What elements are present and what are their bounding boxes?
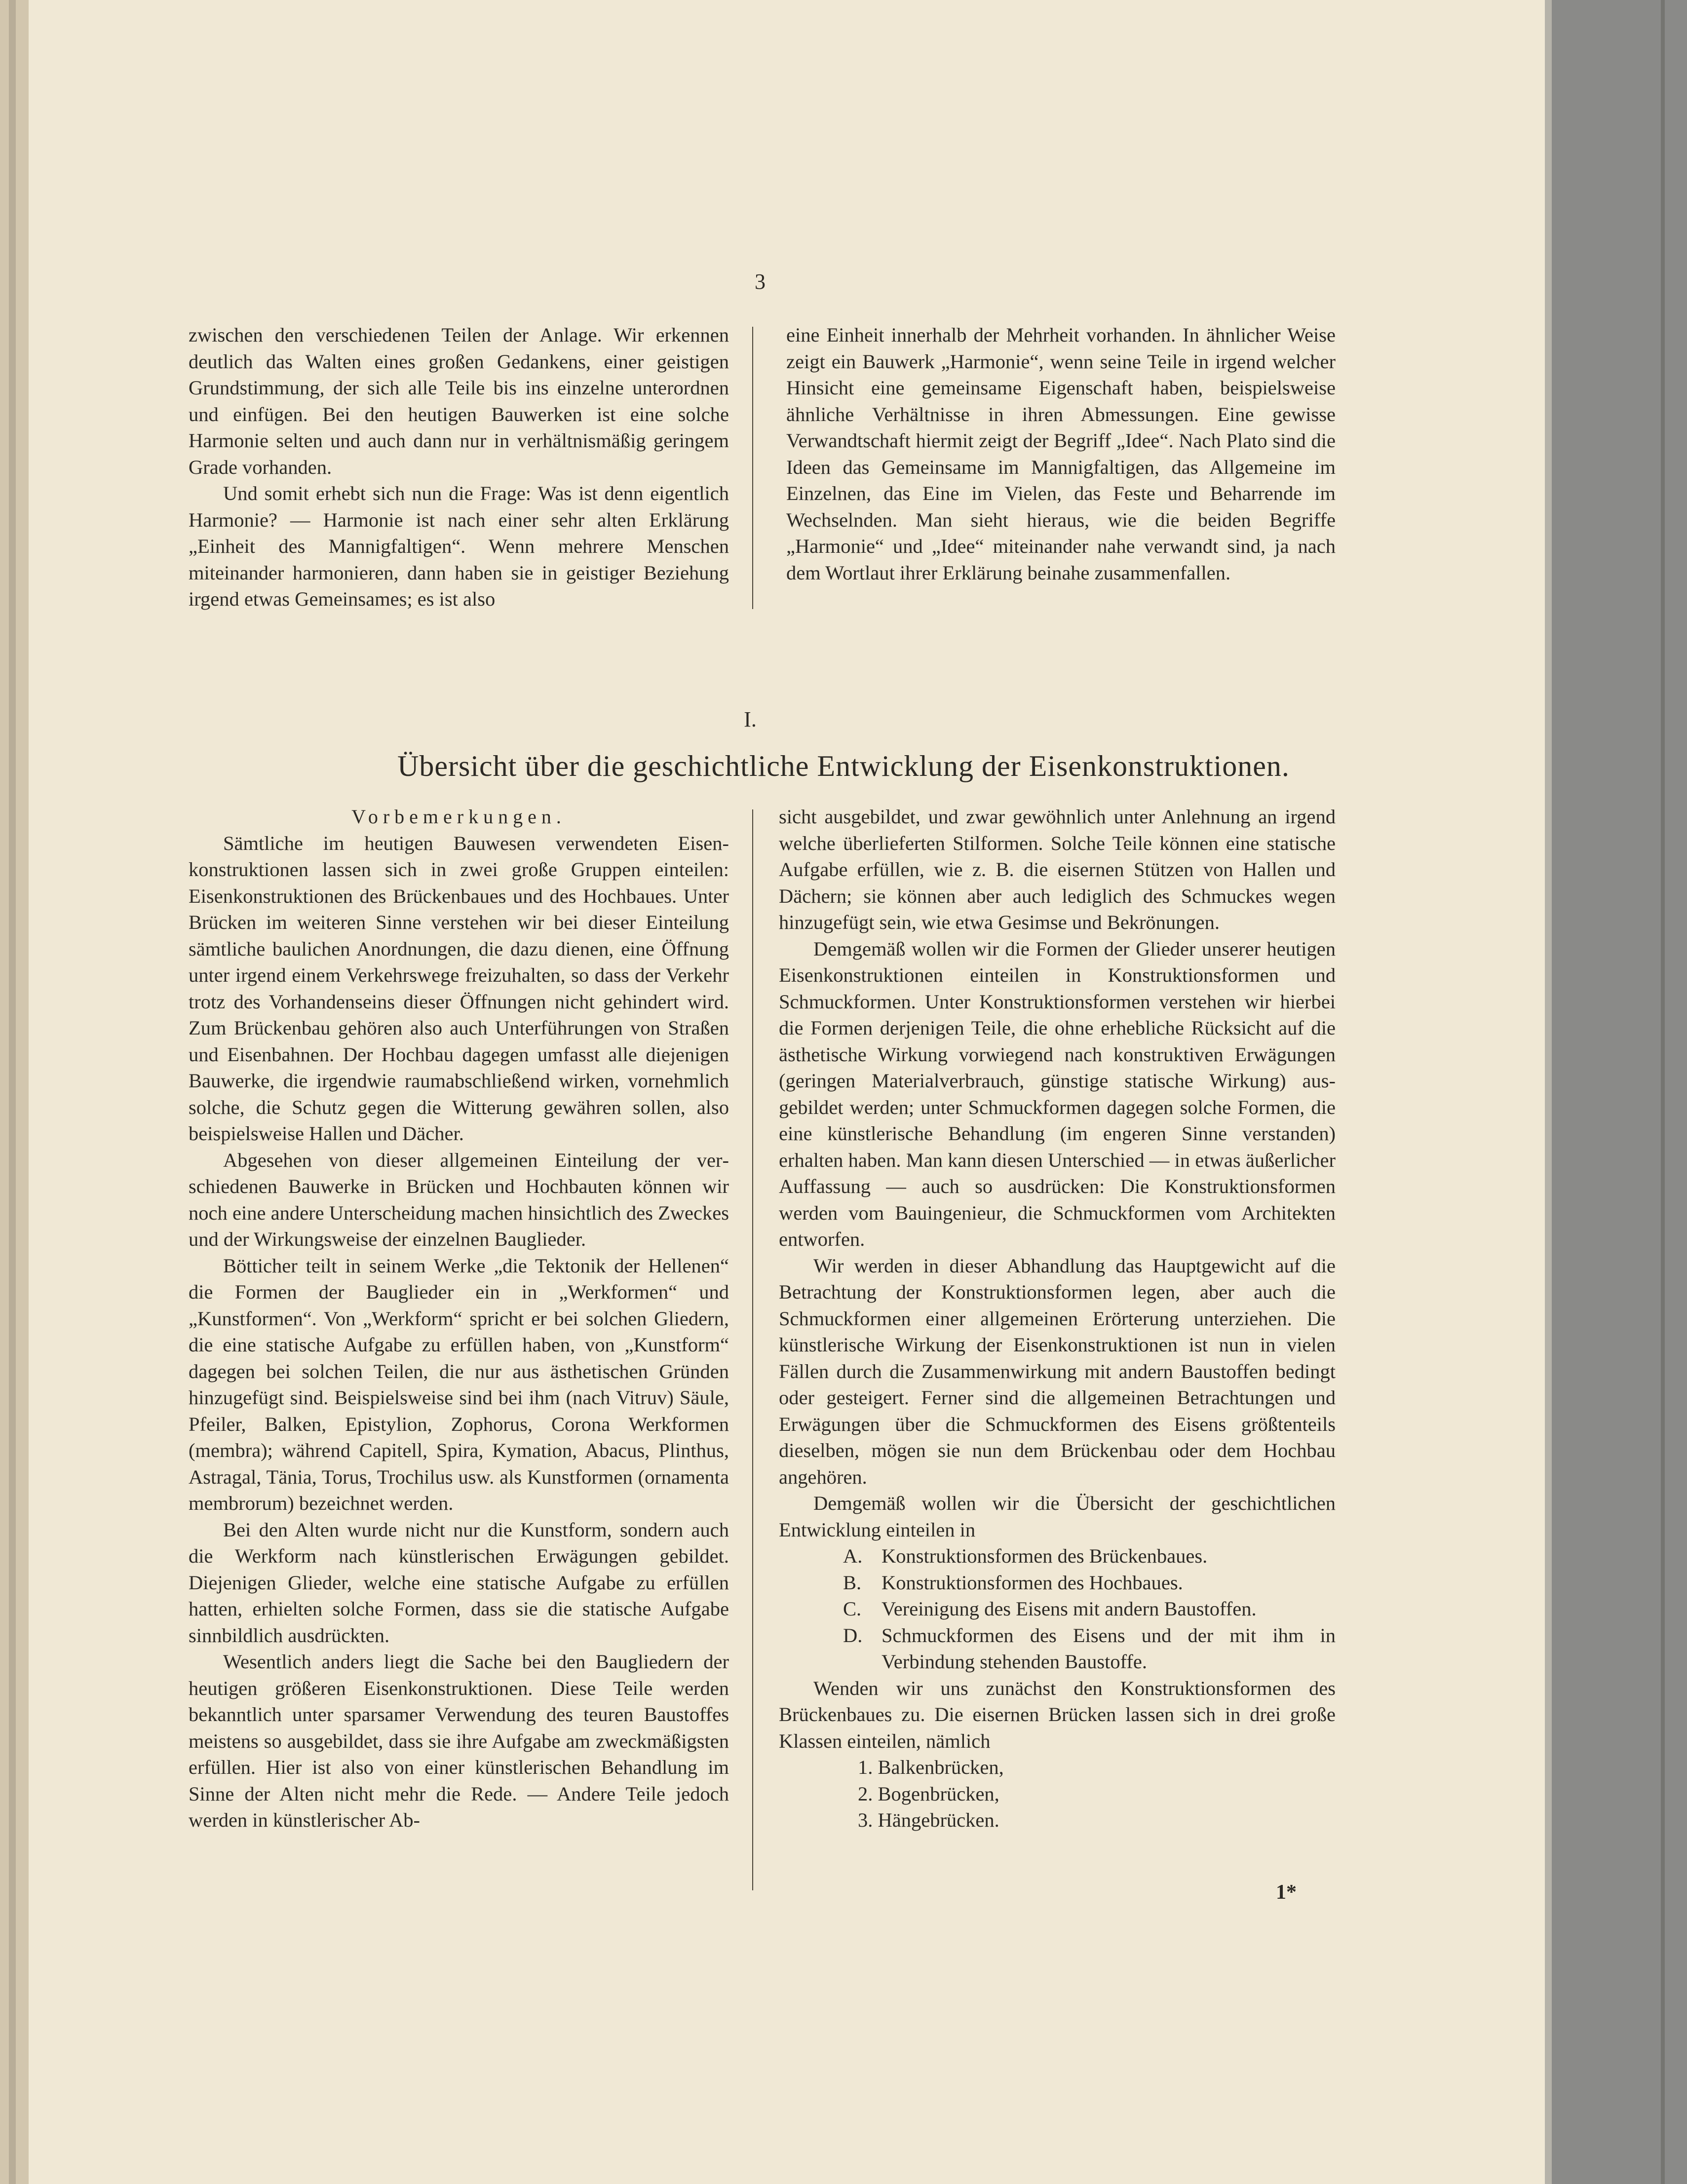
paragraph: sicht ausgebildet, und zwar gewöhnlich unter Anlehnung an irgend welche überlieferten Stilformen. Solche Teile können eine statische Aufgabe erfüllen, wie z. B. die eisernen Stützen von Hallen und Dächern; sie können aber auch lediglich des Schmuckes wegen hinzugefügt sein, wie etwa Gesimse und Bekrönungen. xyxy=(779,805,1336,933)
paragraph: eine Einheit innerhalb der Mehrheit vorhanden. In ähnlicher Weise zeigt ein Bauwerk „Harmonie“, wenn seine Teile in irgend welcher Hinsicht eine gemeinsame Eigenschaft haben, beispielsweise ähnliche Verhältnisse in ihren Abmessungen. Eine gewisse Verwandtschaft hiermit zeigt der Begriff „Idee“. Nach Plato sind die Ideen das Gemeinsame im Mannigfaltigen, das Allgemeine im Einzelnen, das Eine im Vielen, das Feste und Beharrende im Wechselnden. Man sieht hieraus, wie die beiden Begriffe „Harmonie“ und „Idee“ miteinander nahe verwandt sind, ja nach dem Wortlaut ihrer Erklärung beinahe zusammenfallen. xyxy=(786,324,1336,584)
section-title: Übersicht über die geschichtliche Entwicklung der Eisenkonstruktionen. xyxy=(397,750,1290,782)
paragraph: Wir werden in dieser Abhandlung das Hauptgewicht auf die Betrachtung der Konstruktionsformen legen, aber auch die Schmuckformen einer allgemeinen Erörterung unterziehen. Die künstlerische Wirkung der Eisenkonstruktionen ist nun in vielen Fällen durch die Zusammenwirkung mit andern Baustoffen bedingt oder gesteigert. Ferner sind die allgemeinen Betrachtungen und Erwägungen über die Schmuckformen des Eisens größtenteils dieselben, mögen sie nun dem Brückenbau oder dem Hochbau angehören. xyxy=(779,1254,1336,1488)
subheading: Vorbemerkungen. xyxy=(351,805,566,828)
paragraph: Sämtliche im heutigen Bauwesen verwendeten Eisenkonstruktionen lassen sich in zwei große Gruppen einteilen: Eisenkonstruktionen des Brückenbaues und des Hochbaues. Unter Brücken im weiteren Sinne verstehen wir bei dieser Einteilung sämtliche baulichen Anordnungen, die dazu dienen, eine Öffnung unter irgend einem Verkehrswege freizuhalten, so dass der Verkehr trotz des Vorhandenseins dieser Öffnungen nicht gehindert wird. Zum Brückenbau gehören also auch Unterführungen von Straßen und Eisenbahnen. Der Hochbau dagegen umfasst alle diejenigen Bauwerke, die irgendwie raumabschließend wirken, vornehmlich solche, die Schutz gegen die Witterung gewähren sollen, also beispielsweise Hallen und Dächer. xyxy=(189,832,729,1145)
list-item: 2. Bogenbrücken, xyxy=(858,1782,999,1805)
paragraph: Wenden wir uns zunächst den Konstruktionsformen des Brückenbaues zu. Die eisernen Brücken lassen sich in drei große Klassen einteilen, nämlich xyxy=(779,1677,1336,1752)
column-divider xyxy=(752,327,753,609)
list-label: B. xyxy=(843,1571,862,1594)
list-label: A. xyxy=(843,1545,863,1567)
paragraph: Bötticher teilt in seinem Werke „die Tektonik der Hellenen“ die Formen der Bauglieder ein in „Werkformen“ und „Kunstformen“. Von „Werkform“ spricht er bei solchen Gliedern, die eine statische Aufgabe zu erfüllen haben, von „Kunstform“ dagegen bei solchen Teilen, die nur aus ästhetischen Gründen hinzugefügt sind. Beispielsweise sind bei ihm (nach Vitruv) Säule, Pfeiler, Balken, Epistylion, Zophorus, Corona Werkformen (membra); während Capitell, Spira, Kymation, Abacus, Plinthus, Astragal, Tänia, Torus, Trochilus usw. als Kunstformen (ornamenta membrorum) bezeichnet werden. xyxy=(189,1254,729,1514)
main-left-column xyxy=(189,804,729,1834)
paragraph: Demgemäß wollen wir die Übersicht der geschichtlichen Entwicklung einteilen in xyxy=(779,1492,1336,1541)
page-number: 3 xyxy=(755,269,766,294)
paragraph: Abgesehen von dieser allgemeinen Einteilung der verschiedenen Bauwerke in Brücken und Hochbauten können wir noch eine andere Unterscheidung machen hinsichtlich des Zweckes und der Wirkungsweise der einzelnen Bauglieder. xyxy=(189,1149,729,1250)
list-item: 1. Balkenbrücken, xyxy=(858,1756,1004,1778)
section-number: I. xyxy=(744,707,757,731)
paragraph: Wesentlich anders liegt die Sache bei den Baugliedern der heutigen größeren Eisenkonstruktionen. Diese Teile werden bekanntlich unter sparsamer Verwendung des teuren Baustoffes meistens so ausgebildet, dass sie ihre Aufgabe am zweckmäßigsten erfüllen. Hier ist also von einer künstlerischen Behandlung im Sinne der Alten nicht mehr die Rede. — Andere Teile jedoch werden in künstlerischer Ab- xyxy=(189,1650,729,1831)
list-text: Konstruktionsformen des Hochbaues. xyxy=(882,1571,1183,1594)
list-item xyxy=(779,1596,1336,1622)
main-right-column xyxy=(779,804,1336,1834)
signature-mark: 1* xyxy=(1276,1881,1297,1904)
list-label: D. xyxy=(843,1624,863,1647)
paragraph: Demgemäß wollen wir die Formen der Glieder unserer heutigen Eisenkonstruktionen einteilen in Konstruktionsformen und Schmuckformen. Unter Konstruktionsformen verstehen wir hierbei die Formen derjenigen Teile, die ohne erhebliche Rücksicht auf die ästhetische Wirkung vorwiegend nach konstruktiven Erwägungen (geringen Materialverbrauch, günstige statische Wirkung) ausgebildet werden; unter Schmuckformen dagegen solche Formen, die eine künstlerische Behandlung (im engeren Sinne verstanden) erhalten haben. Man kann diesen Unterschied — in etwas äußerlicher Auffassung — auch so ausdrücken: Die Konstruktionsformen werden vom Bauingenieur, die Schmuckformen vom Architekten entworfen. xyxy=(779,937,1336,1250)
list-text: Vereinigung des Eisens mit andern Baustoffen. xyxy=(882,1598,1257,1620)
column-divider xyxy=(752,809,753,1890)
list-label: C. xyxy=(843,1598,862,1620)
list-item xyxy=(779,1622,1336,1675)
list-item xyxy=(779,1570,1336,1596)
paragraph: Und somit erhebt sich nun die Frage: Was ist denn eigentlich Harmonie? — Harmonie ist nach einer sehr alten Erklärung „Einheit des Mannigfaltigen“. Wenn mehrere Menschen miteinander harmonieren, dann haben sie in geistiger Beziehung irgend etwas Gemeinsames; es ist also xyxy=(189,482,729,610)
list-item: 3. Hängebrücken. xyxy=(858,1809,999,1831)
list-text: Schmuckformen des Eisens und der mit ihm in Verbindung stehenden Baustoffe. xyxy=(882,1624,1336,1673)
paragraph: zwischen den verschiedenen Teilen der Anlage. Wir erkennen deutlich das Walten eines großen Gedankens, einer geistigen Grundstimmung, der sich alle Teile bis ins einzelne unterordnen und einfügen. Bei den heutigen Bauwerken ist eine solche Harmonie selten und auch dann nur in verhältnismäßig geringem Grade vorhanden. xyxy=(189,324,729,478)
list-text: Konstruktionsformen des Brückenbaues. xyxy=(882,1545,1208,1567)
top-left-column xyxy=(189,322,729,613)
paragraph: Bei den Alten wurde nicht nur die Kunstform, sondern auch die Werkform nach künstlerischen Erwägungen gebildet. Diejenigen Glieder, welche eine statische Aufgabe zu erfüllen hatten, erhielten solche Formen, dass sie die statische Aufgabe sinnbildlich ausdrückten. xyxy=(189,1518,729,1647)
list-item xyxy=(779,1543,1336,1570)
top-right-column xyxy=(786,322,1336,586)
